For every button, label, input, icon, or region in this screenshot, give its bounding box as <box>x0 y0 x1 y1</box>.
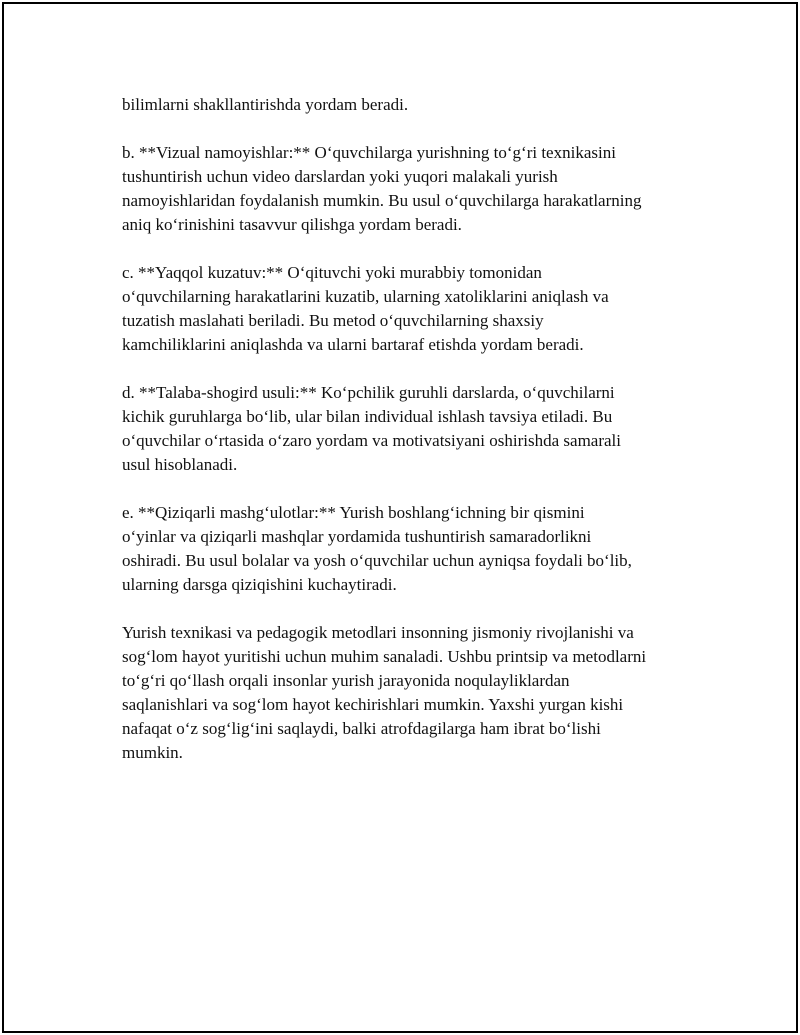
paragraph-observation: c. **Yaqqol kuzatuv:** Oʻqituvchi yoki murabbiy tomonidan oʻquvchilarning harakatlarini kuzatib, ularning xatoliklarini aniqlash va tuzatish maslahati beriladi. Bu metod oʻquvchilarning shaxsiy kamchiliklarini aniqlashda va ularni bartaraf etishda yordam beradi. <box>122 263 609 354</box>
page-frame <box>2 2 798 1033</box>
paragraph-conclusion: Yurish texnikasi va pedagogik metodlari insonning jismoniy rivojlanishi va sogʻlom hayot yuritishi uchun muhim sanaladi. Ushbu printsip va metodlarni toʻgʻri qoʻllash orqali insonlar yurish jarayonida noqulayliklardan saqlanishlari va sogʻlom hayot kechirishlari mumkin. Yaxshi yurgan kishi nafaqat oʻz sogʻligʻini saqlaydi, balki atrofdagilarga ham ibrat boʻlishi mumkin. <box>122 623 647 762</box>
paragraph-intro-continuation: bilimlarni shakllantirishda yordam beradi. <box>122 95 409 114</box>
document-body <box>122 93 702 765</box>
paragraph-fun-exercises: e. **Qiziqarli mashgʻulotlar:** Yurish boshlangʻichning bir qismini oʻyinlar va qiziqarli mashqlar yordamida tushuntirish samaradorlikni oshiradi. Bu usul bolalar va yosh oʻquvchilar uchun ayniqsa foydali boʻlib, ularning darsga qiziqishini kuchaytiradi. <box>122 503 632 594</box>
paragraph-student-mentor: d. **Talaba-shogird usuli:** Koʻpchilik guruhli darslarda, oʻquvchilarni kichik guruhlarga boʻlib, ular bilan individual ishlash tavsiya etiladi. Bu oʻquvchilar oʻrtasida oʻzaro yordam va motivatsiyani oshirishda samarali usul hisoblanadi. <box>122 383 621 474</box>
paragraph-visual-demonstrations: b. **Vizual namoyishlar:** Oʻquvchilarga yurishning toʻgʻri texnikasini tushuntirish uchun video darslardan yoki yuqori malakali yurish namoyishlaridan foydalanish mumkin. Bu usul oʻquvchilarga harakatlarning aniq koʻrinishini tasavvur qilishga yordam beradi. <box>122 143 642 234</box>
